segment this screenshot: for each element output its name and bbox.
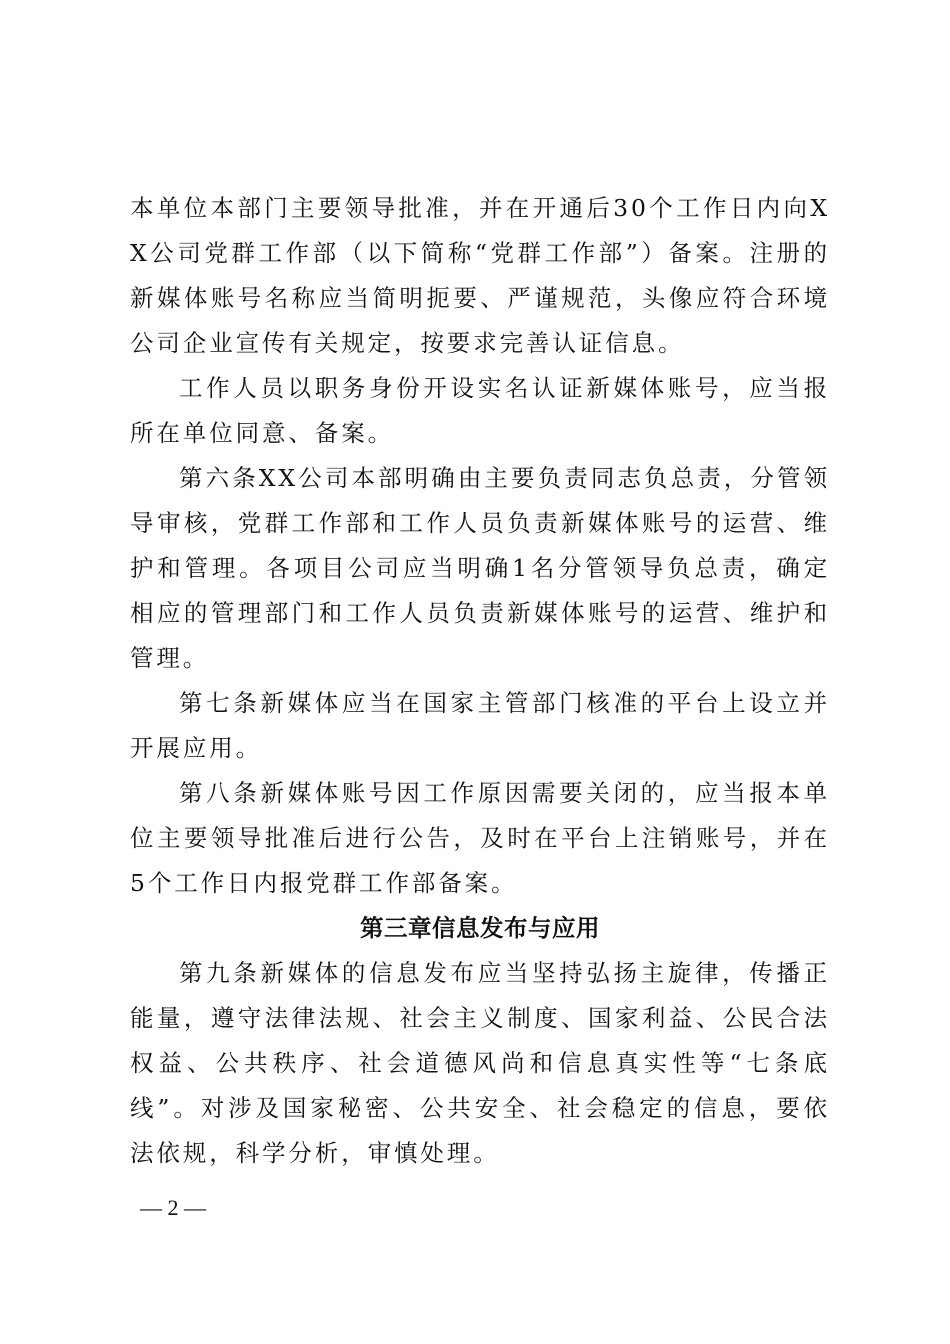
paragraph-article-6: 第六条XX公司本部明确由主要负责同志负总责，分管领导审核，党群工作部和工作人员负责新媒体账号的运营、维护和管理。各项目公司应当明确1名分管领导负总责，确定相应的管理部门和工作人员负责新媒体账号的运营、维护和管理。 xyxy=(130,464,830,672)
page-number: — 2 — xyxy=(140,1195,206,1220)
chapter-heading: 第三章信息发布与应用 xyxy=(360,914,600,942)
paragraph-staff-accounts: 工作人员以职务身份开设实名认证新媒体账号，应当报所在单位同意、备案。 xyxy=(130,374,830,447)
paragraph-article-7: 第七条新媒体应当在国家主管部门核准的平台上设立并开展应用。 xyxy=(130,689,830,762)
paragraph-article-8: 第八条新媒体账号因工作原因需要关闭的，应当报本单位主要领导批准后进行公告，及时在平台上注销账号，并在5个工作日内报党群工作部备案。 xyxy=(130,779,830,897)
paragraph-continuation: 本单位本部门主要领导批准，并在开通后30个工作日内向XX公司党群工作部（以下简称“党群工作部”）备案。注册的新媒体账号名称应当简明扼要、严谨规范，头像应符合环境公司企业宣传有关规定，按要求完善认证信息。 xyxy=(130,194,830,357)
paragraph-article-9: 第九条新媒体的信息发布应当坚持弘扬主旋律，传播正能量，遵守法律法规、社会主义制度、国家利益、公民合法权益、公共秩序、社会道德风尚和信息真实性等“七条底线”。对涉及国家秘密、公共安全、社会稳定的信息，要依法依规，科学分析，审慎处理。 xyxy=(130,959,830,1167)
document-body xyxy=(130,186,830,1176)
